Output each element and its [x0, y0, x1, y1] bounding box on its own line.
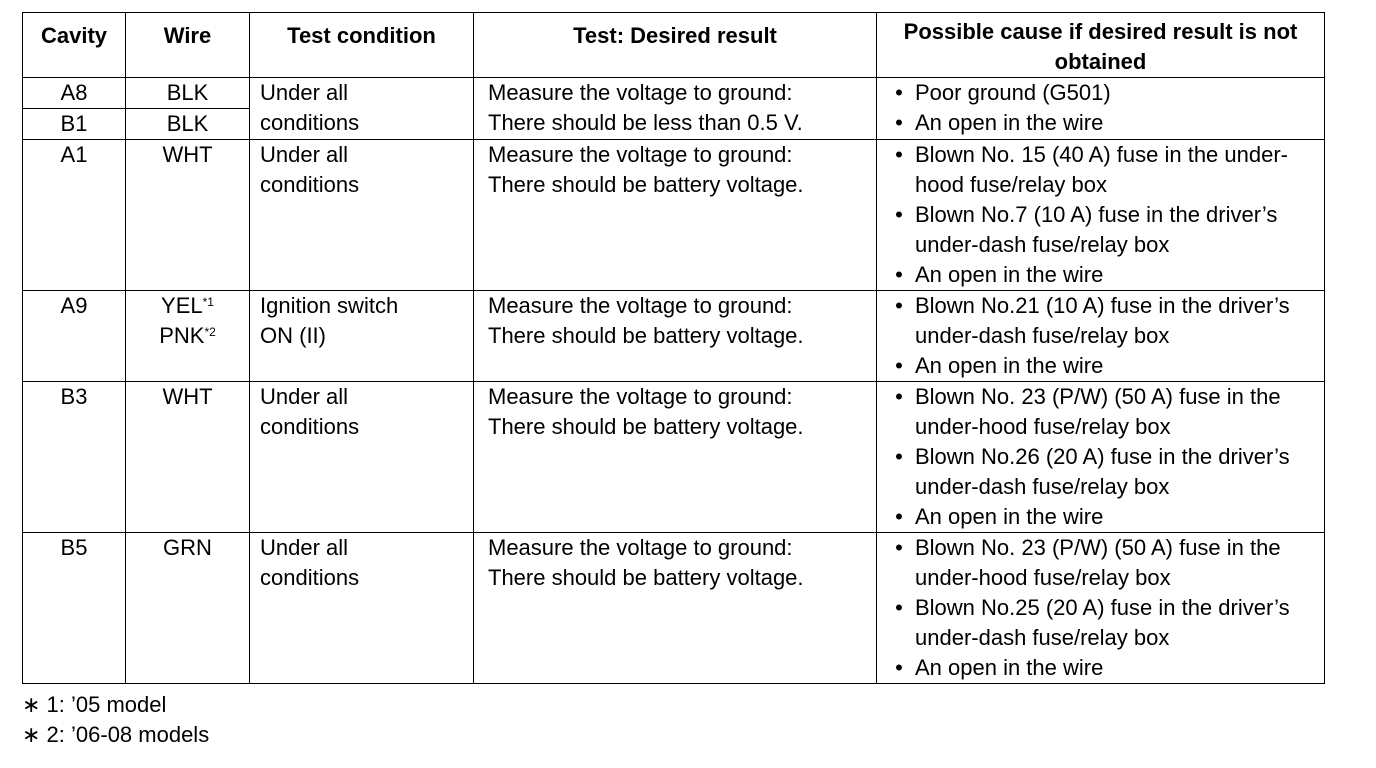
list-item: • An open in the wire: [895, 262, 1104, 287]
cause-cell: [877, 291, 1325, 382]
table-row: [23, 78, 1325, 109]
header-cavity: Cavity: [23, 13, 126, 78]
result-cell: Measure the voltage to ground: There should be less than 0.5 V.: [474, 78, 877, 140]
wire-cell: BLK: [126, 78, 250, 109]
list-item: • An open in the wire: [895, 353, 1104, 378]
header-test-condition: Test condition: [250, 13, 474, 78]
wire-cell: YEL$^{*1}$ PNK$^{*2}$: [126, 291, 250, 382]
cause-cell: [877, 78, 1325, 140]
cause-cell: [877, 533, 1325, 684]
list-item: • Blown No.26 (20 A) fuse in the driver’s under-dash fuse/relay box: [895, 444, 1290, 499]
header-possible-cause: Possible cause if desired result is not obtained: [877, 13, 1325, 78]
list-item: • Blown No.25 (20 A) fuse in the driver’s under-dash fuse/relay box: [895, 595, 1290, 650]
wire-cell: BLK: [126, 109, 250, 140]
condition-cell: Ignition switch ON (II): [250, 291, 474, 382]
list-item: • Blown No. 23 (P/W) (50 A) fuse in the under-hood fuse/relay box: [895, 535, 1281, 590]
table-row: [23, 291, 1325, 382]
cavity-cell: A8: [23, 78, 126, 109]
list-item: • Blown No.21 (10 A) fuse in the driver’s under-dash fuse/relay box: [895, 293, 1290, 348]
footnotes: [22, 690, 209, 750]
cause-cell: [877, 382, 1325, 533]
condition-cell: Under all conditions: [250, 533, 474, 684]
wire-cell: GRN: [126, 533, 250, 684]
list-item: • Poor ground (G501): [895, 80, 1111, 105]
cavity-cell: A9: [23, 291, 126, 382]
list-item: • An open in the wire: [895, 504, 1104, 529]
condition-cell: Under all conditions: [250, 78, 474, 140]
result-cell: Measure the voltage to ground: There should be battery voltage.: [474, 140, 877, 291]
footnote-1: ∗ 1: ’05 model: [22, 692, 167, 717]
list-item: • Blown No. 23 (P/W) (50 A) fuse in the under-hood fuse/relay box: [895, 384, 1281, 439]
cavity-cell: B3: [23, 382, 126, 533]
header-row: [23, 13, 1325, 78]
table-row: [23, 140, 1325, 291]
table-row: [23, 382, 1325, 533]
list-item: • An open in the wire: [895, 110, 1104, 135]
wire-cell: WHT: [126, 382, 250, 533]
list-item: • Blown No.7 (10 A) fuse in the driver’s under-dash fuse/relay box: [895, 202, 1278, 257]
result-cell: Measure the voltage to ground: There should be battery voltage.: [474, 533, 877, 684]
list-item: • An open in the wire: [895, 655, 1104, 680]
cavity-cell: B5: [23, 533, 126, 684]
cavity-cell: B1: [23, 109, 126, 140]
header-desired-result: Test: Desired result: [474, 13, 877, 78]
condition-cell: Under all conditions: [250, 140, 474, 291]
table-row: [23, 533, 1325, 684]
cavity-cell: A1: [23, 140, 126, 291]
result-cell: Measure the voltage to ground: There should be battery voltage.: [474, 382, 877, 533]
wire-cell: WHT: [126, 140, 250, 291]
connector-test-table: [22, 12, 1325, 684]
footnote-2: ∗ 2: ’06-08 models: [22, 722, 210, 747]
condition-cell: Under all conditions: [250, 382, 474, 533]
cause-cell: [877, 140, 1325, 291]
list-item: • Blown No. 15 (40 A) fuse in the under-hood fuse/relay box: [895, 142, 1288, 197]
result-cell: Measure the voltage to ground: There should be battery voltage.: [474, 291, 877, 382]
header-wire: Wire: [126, 13, 250, 78]
